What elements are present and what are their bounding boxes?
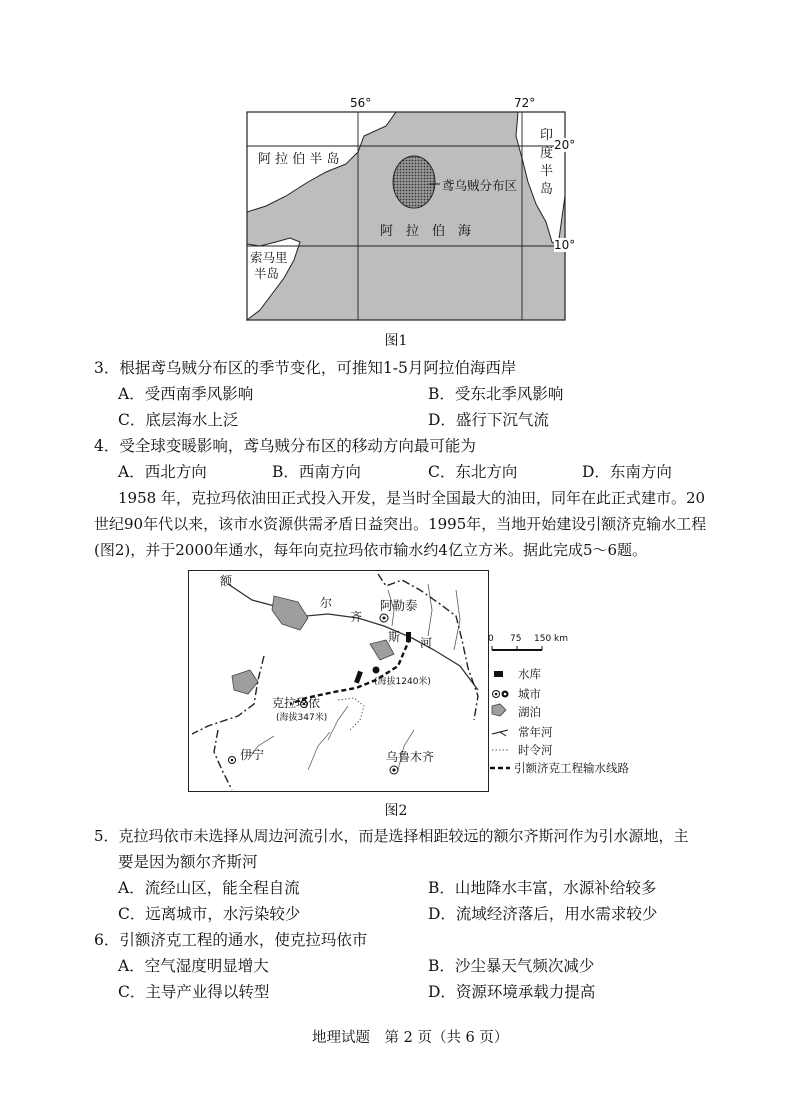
q4-stem: 4．受全球变暖影响，鸢乌贼分布区的移动方向最可能为 [94,437,476,455]
city-label-urumqi: 乌鲁木齐 [386,750,435,764]
city-altay-inner [383,617,386,620]
legend-perennial-symbol [492,730,508,736]
city-yining-inner [231,759,234,762]
q6-option-b: B．沙尘暴天气频次减少 [428,957,595,975]
figure-1-svg [246,96,566,322]
river-label-si: 斯 [388,630,401,644]
india-label-4: 岛 [540,182,554,197]
reservoir-altitude-label: (海拔1240米) [374,677,431,687]
q4-option-b: B．西南方向 [272,463,361,481]
q3-option-d: D．盛行下沉气流 [428,411,549,429]
q4-option-a: A．西北方向 [118,463,207,481]
passage-line-1: 1958 年，克拉玛依油田正式投入开发，是当时全国最大的油田，同年在此正式建市。20 [118,489,706,507]
reservoir-1 [406,632,411,642]
karamay-altitude-label: (海拔347米) [276,713,328,723]
legend-city-label: 城市 [518,687,541,701]
q6-option-a: A．空气湿度明显增大 [118,957,269,975]
legend-city-symbol-1-dot [495,693,498,696]
q4-option-c: C．东北方向 [428,463,518,481]
city-label-altay: 阿勒泰 [380,598,418,613]
q5-option-d: D．流域经济落后，用水需求较少 [428,905,658,923]
city-urumqi-inner [392,768,395,771]
q5-option-c: C．远离城市，水污染较少 [118,905,301,923]
legend-reservoir-label: 水库 [518,667,541,681]
legend-reservoir-symbol [494,671,503,677]
passage-line-2: 世纪90年代以来，该市水资源供需矛盾日益突出。1995年，当地开始建设引额济克输水工程 [94,515,707,533]
lon-72-label: 72° [514,96,536,110]
q5-option-b: B．山地降水丰富，水源补给较多 [428,879,657,897]
q5-stem-line-1: 5．克拉玛依市未选择从周边河流引水，而是选择相距较远的额尔齐斯河作为引水源地，主 [94,827,689,845]
q4-option-d: D．东南方向 [582,463,672,481]
figure-2-map [188,570,636,792]
legend-route-label: 引额济克工程输水线路 [514,761,629,775]
q6-option-d: D．资源环境承载力提高 [428,983,596,1001]
page-footer: 地理试题 第 2 页（共 6 页） [312,1030,509,1046]
lat-10-label: 10° [554,238,576,252]
passage-line-3: (图2)，并于2000年通水，每年向克拉玛依市输水约4亿立方米。据此完成5～6题。 [94,541,648,559]
arabian-peninsula-label: 阿 拉 伯 半 岛 [258,152,340,167]
somali-label-2: 半岛 [254,266,280,281]
legend-perennial-label: 常年河 [518,725,553,739]
q5-option-a: A．流经山区，能全程自流 [118,879,300,897]
india-label-1: 印 [540,128,554,143]
river-label-qi: 齐 [350,610,363,624]
river-label-e: 额 [220,574,233,588]
india-label-2: 度 [540,146,554,161]
q3-option-b: B．受东北季风影响 [428,385,564,403]
figure-1-caption: 图1 [384,333,408,349]
scale-label-75: 75 [510,634,522,644]
q3-stem: 3．根据鸢乌贼分布区的季节变化，可推知1-5月阿拉伯海西岸 [94,359,517,377]
q3-option-a: A．受西南季风影响 [118,385,254,403]
city-label-karamay: 克拉玛依 [272,696,321,710]
legend-city-symbol-2-dot [504,693,507,696]
figure-2-caption: 图2 [384,803,408,819]
squid-distribution-area [393,156,435,208]
q5-stem-line-2: 要是因为额尔齐斯河 [118,853,258,871]
arabian-sea-label: 阿 拉 伯 海 [380,224,472,239]
scale-label-150: 150 km [534,634,569,644]
q6-option-c: C．主导产业得以转型 [118,983,270,1001]
legend-seasonal-label: 时令河 [518,743,553,757]
city-label-yining: 伊宁 [240,748,265,762]
india-label-3: 半 [540,164,554,179]
river-label-he: 河 [420,636,433,650]
somali-label-1: 索马里 [250,250,288,265]
figure-1-map [246,96,576,322]
lat-20-label: 20° [554,138,576,152]
river-label-er: 尔 [320,596,333,610]
legend-lake-symbol [492,704,506,716]
q3-option-c: C．底层海水上泛 [118,411,239,429]
squid-area-label: 鸢乌贼分布区 [442,178,518,193]
scale-label-0: 0 [488,634,494,644]
reservoir-node [373,667,380,674]
q6-stem: 6．引额济克工程的通水，使克拉玛依市 [94,931,368,949]
legend-lake-label: 湖泊 [518,705,541,719]
lon-56-label: 56° [350,96,372,110]
